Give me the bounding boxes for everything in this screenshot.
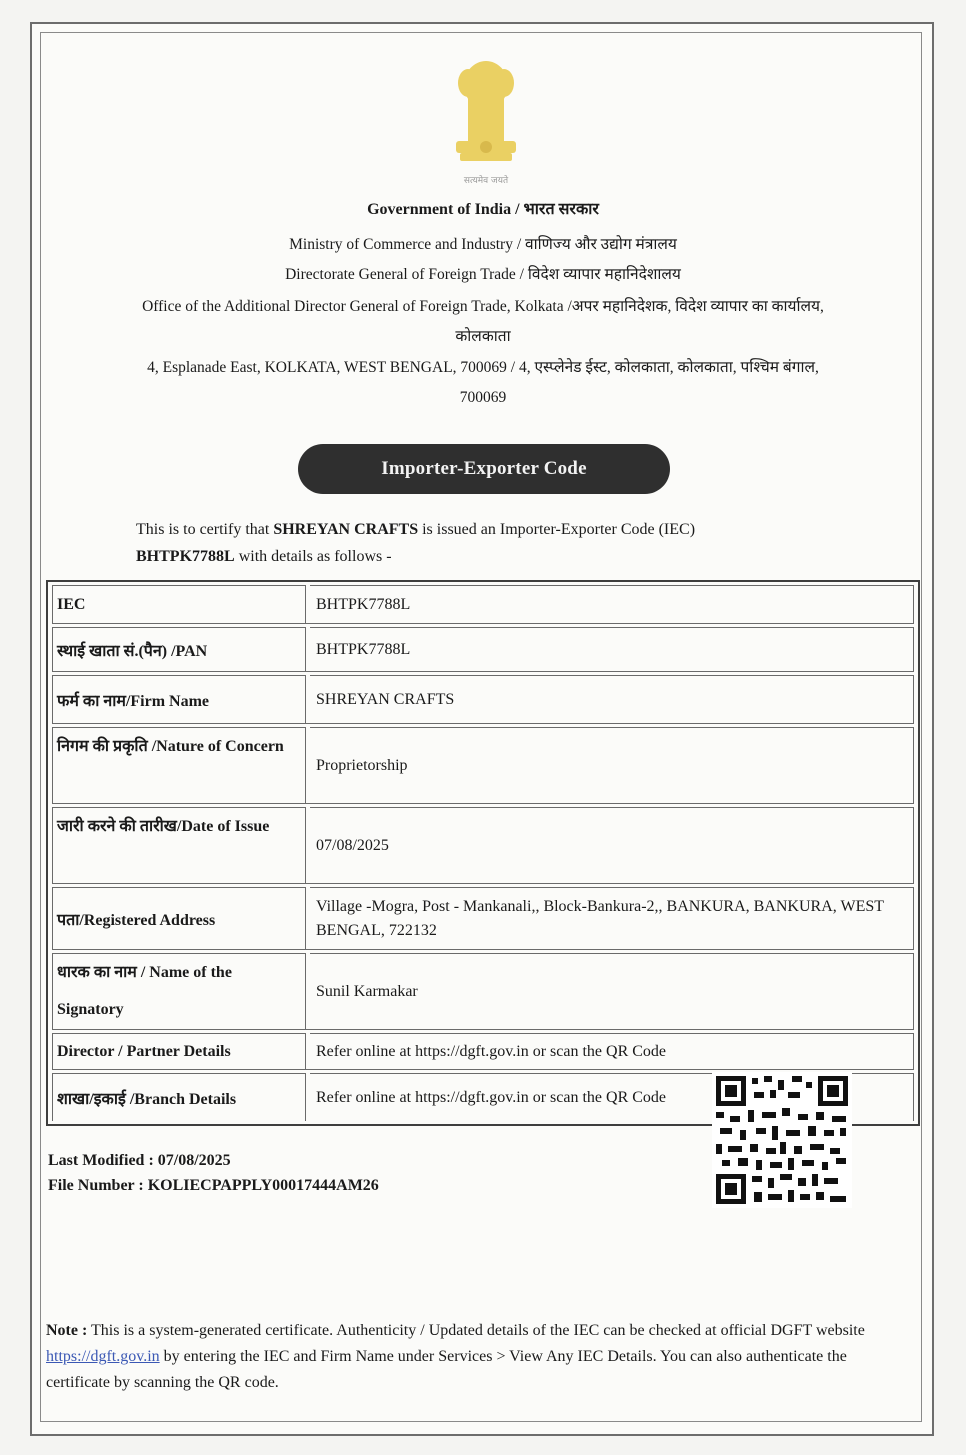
address-line-2: 700069	[459, 389, 507, 406]
last-modified: Last Modified : 07/08/2025	[48, 1152, 231, 1169]
table-row	[52, 953, 914, 1030]
table-row	[52, 675, 914, 724]
note-text-1: This is a system-generated certificate. Authenticity / Updated details of the IEC can be checked at official DGFT website	[87, 1322, 865, 1339]
dgft-website-link[interactable]: https://dgft.gov.in	[46, 1348, 160, 1365]
table-row	[52, 585, 914, 624]
table-row	[52, 1033, 914, 1070]
row-value-branch-details: Refer online at https://dgft.gov.in or scan the QR Code	[310, 1073, 914, 1121]
row-label-signatory: धारक का नाम / Name of the Signatory	[52, 953, 306, 1029]
footer-meta	[48, 1148, 379, 1198]
ministry-heading: Ministry of Commerce and Industry / वाणिज्य और उद्योग मंत्रालय	[289, 236, 677, 253]
certify-suffix: with details as follows -	[234, 548, 392, 565]
row-label-branch-details: शाखा/इकाई /Branch Details	[52, 1073, 306, 1121]
row-label-iec: IEC	[52, 585, 306, 623]
qr-code-icon[interactable]	[712, 1072, 852, 1208]
row-value-firm-name: SHREYAN CRAFTS	[310, 675, 914, 723]
government-heading: Government of India / भारत सरकार	[367, 201, 599, 218]
row-value-date-of-issue: 07/08/2025	[310, 807, 914, 883]
note-label: Note :	[46, 1322, 88, 1339]
table-row	[52, 627, 914, 672]
certify-iec: BHTPK7788L	[136, 548, 235, 565]
table-row	[52, 887, 914, 950]
note-text-2: by entering the IEC and Firm Name under Services > View Any IEC Details. You can also authenticate the certificate by scanning the QR code.	[46, 1348, 847, 1391]
row-label-firm-name: फर्म का नाम/Firm Name	[52, 675, 306, 723]
row-value-nature-of-concern: Proprietorship	[310, 727, 914, 803]
certify-statement	[136, 516, 856, 570]
row-value-signatory: Sunil Karmakar	[310, 953, 914, 1029]
details-table	[46, 580, 920, 1126]
svg-text:सत्यमेव जयते: सत्यमेव जयते	[463, 176, 509, 186]
office-line-1: Office of the Additional Director General of Foreign Trade, Kolkata /अपर महानिदेशक, विदेश व्यापार का कार्यालय,	[142, 298, 824, 315]
certify-firm-name: SHREYAN CRAFTS	[273, 521, 419, 538]
row-value-iec: BHTPK7788L	[310, 585, 914, 623]
certify-middle: is issued an Importer-Exporter Code (IEC)	[418, 521, 696, 538]
certificate-title: Importer-Exporter Code	[298, 444, 670, 494]
national-emblem-icon	[438, 55, 534, 195]
certificate-note	[46, 1318, 906, 1396]
row-label-nature-of-concern: निगम की प्रकृति /Nature of Concern	[52, 727, 306, 803]
directorate-heading: Directorate General of Foreign Trade / विदेश व्यापार महानिदेशालय	[285, 266, 681, 283]
row-value-pan: BHTPK7788L	[310, 627, 914, 671]
row-label-director-details: Director / Partner Details	[52, 1033, 306, 1069]
file-number: File Number : KOLIECPAPPLY00017444AM26	[48, 1177, 379, 1194]
row-label-date-of-issue: जारी करने की तारीख/Date of Issue	[52, 807, 306, 883]
table-row	[52, 807, 914, 884]
certify-prefix: This is to certify that	[136, 521, 274, 538]
office-line-2: कोलकाता	[455, 328, 511, 345]
row-label-registered-address: पता/Registered Address	[52, 887, 306, 949]
table-row	[52, 727, 914, 804]
address-line-1: 4, Esplanade East, KOLKATA, WEST BENGAL, 700069 / 4, एस्प्लेनेड ईस्ट, कोलकाता, कोलकाता, पश्चिम बंगाल,	[147, 359, 819, 376]
row-value-director-details: Refer online at https://dgft.gov.in or scan the QR Code	[310, 1033, 914, 1069]
row-label-pan: स्थाई खाता सं.(पैन) /PAN	[52, 627, 306, 671]
row-value-registered-address: Village -Mogra, Post - Mankanali,, Block-Bankura-2,, BANKURA, BANKURA, WEST BENGAL, 722132	[310, 887, 914, 949]
